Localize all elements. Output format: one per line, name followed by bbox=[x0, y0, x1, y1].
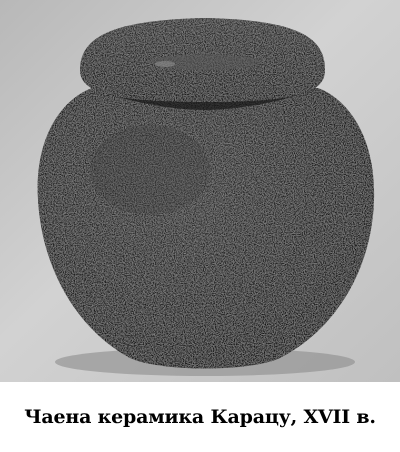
lid-glint bbox=[155, 61, 175, 67]
caption-area bbox=[0, 382, 400, 452]
body-highlight bbox=[90, 125, 210, 215]
figure-caption: Чаена керамика Карацу, XVII в. bbox=[24, 406, 376, 428]
